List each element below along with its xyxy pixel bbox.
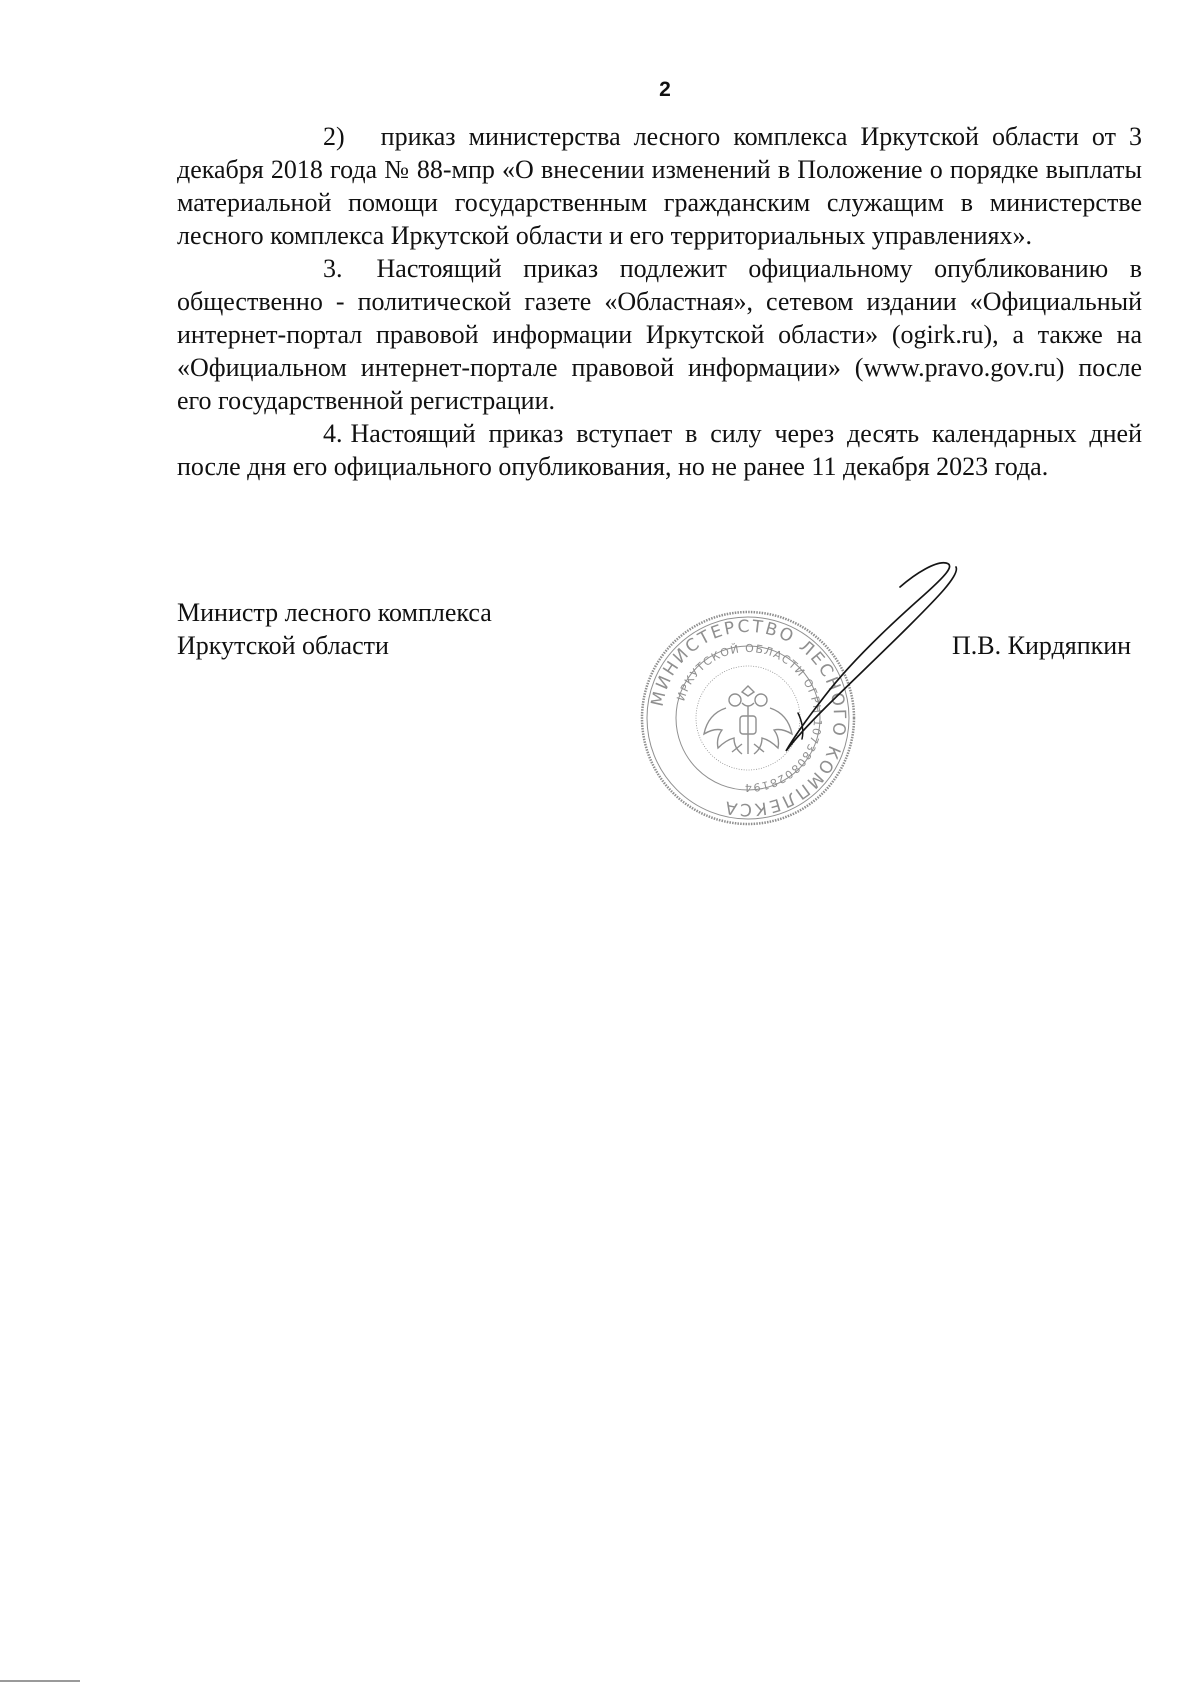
seal-outer-text: МИНИСТЕРСТВО ЛЕСНОГО КОМПЛЕКСА: [647, 616, 850, 820]
signatory-position: [177, 596, 492, 662]
paragraph-text: Настоящий приказ вступает в силу через десять календарных дней после дня его официального опубликования, но не ранее 11 декабря 2023 года.: [177, 419, 1142, 481]
paragraph-4: [177, 417, 1142, 483]
paragraph-text: Настоящий приказ подлежит официальному опубликованию в общественно - политической газете «Областная», сетевом издании «Официальный интернет-портал правовой информации Иркутской области» (ogirk.ru), а также на «Официальном интернет-портале правовой информации» (www.pravo.gov.ru) после его государственной регистрации.: [177, 254, 1142, 415]
signatory-name: П.В. Кирдяпкин: [952, 631, 1132, 660]
paragraph-number: 4.: [323, 419, 343, 448]
signatory-position-line: Министр лесного комплекса: [177, 598, 492, 627]
document-body: [177, 120, 1142, 483]
paragraph-number: 2): [323, 122, 345, 151]
paragraph-number: 3.: [323, 254, 343, 283]
handwritten-signature: [740, 555, 970, 770]
paragraph-2: [177, 120, 1142, 252]
page-number: 2: [659, 78, 671, 101]
seal-inner-text: ИРКУТСКОЙ ОБЛАСТИ ОГРН 1073808028194: [674, 641, 825, 795]
paragraph-3: [177, 252, 1142, 417]
signatory-position-line: Иркутской области: [177, 631, 389, 660]
scan-edge-line: [0, 1680, 80, 1682]
paragraph-text: приказ министерства лесного комплекса Иркутской области от 3 декабря 2018 года № 88-мпр «О внесении изменений в Положение о порядке выплаты материальной помощи государственным гражданским служащим в министерстве лесного комплекса Иркутской области и его территориальных управлениях».: [177, 122, 1142, 250]
